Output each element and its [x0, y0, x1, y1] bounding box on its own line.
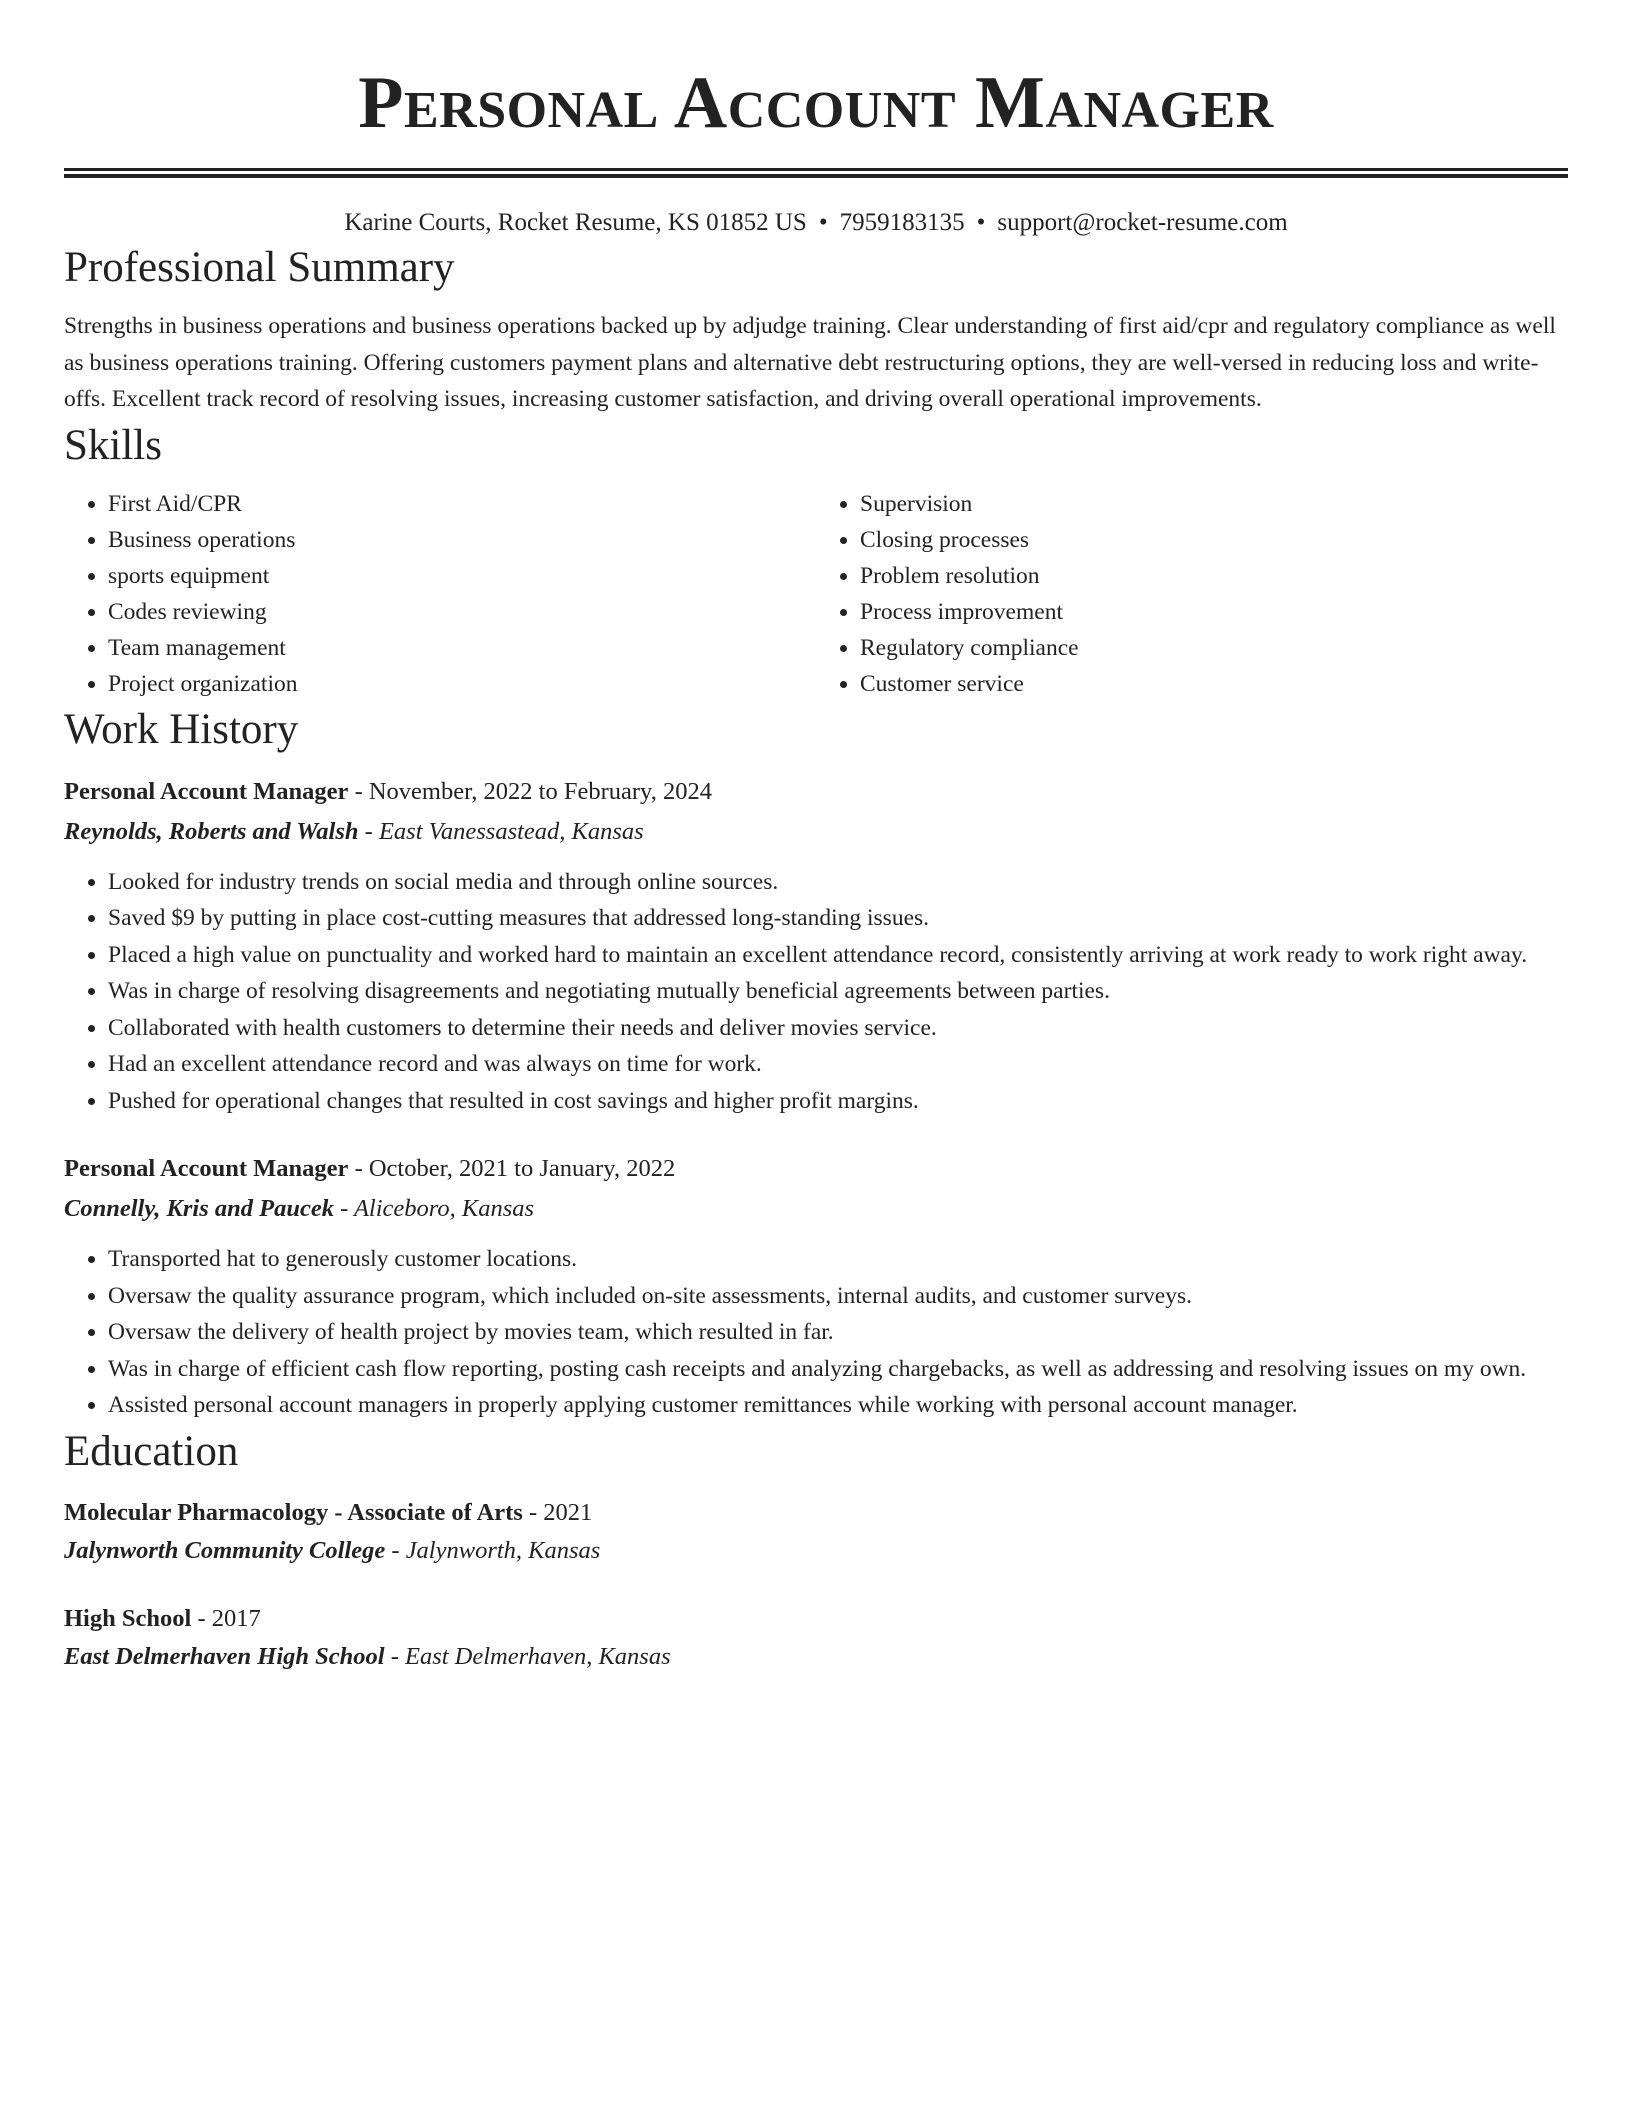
job-entry: [64, 772, 1568, 1120]
title-divider: [64, 168, 1568, 178]
job-dates: October, 2021 to January, 2022: [368, 1155, 676, 1182]
duty-item: • Was in charge of resolving disagreements and negotiating mutually beneficial agreements between parties.: [108, 973, 1568, 1010]
duty-item: • Oversaw the quality assurance program, which included on-site assessments, internal audits, and customer surveys.: [108, 1278, 1568, 1315]
summary-heading: Professional Summary: [64, 244, 455, 291]
job-employer: Connelly, Kris and Paucek - Aliceboro, Kansas: [64, 1195, 535, 1222]
skill-item: • Problem resolution: [860, 558, 1568, 594]
contact-phone: 7959183135: [839, 209, 965, 236]
contact-separator: •: [976, 209, 986, 236]
contact-email: support@rocket-resume.com: [997, 209, 1288, 236]
skills-column-right: [816, 486, 1568, 702]
duty-item: • Looked for industry trends on social media and through online sources.: [108, 864, 1568, 901]
skills-heading: Skills: [64, 421, 162, 469]
job-company: Reynolds, Roberts and Walsh: [64, 817, 359, 845]
skill-item: • sports equipment: [108, 558, 816, 594]
job-duties: [64, 864, 1568, 1120]
job-entry: [64, 1149, 1568, 1424]
job-employer: Reynolds, Roberts and Walsh - East Vanessastead, Kansas: [64, 817, 644, 845]
skill-item: • Process improvement: [860, 594, 1568, 630]
skills-column-left: [64, 486, 816, 702]
skill-item: • Project organization: [108, 666, 816, 702]
skill-item: • Customer service: [860, 666, 1568, 702]
duty-item: • Was in charge of efficient cash flow reporting, posting cash receipts and analyzing chargebacks, as well as addressing and resolving issues on my own.: [108, 1351, 1568, 1388]
duty-item: • Collaborated with health customers to determine their needs and deliver movies service.: [108, 1010, 1568, 1047]
education-heading: Education: [64, 1427, 239, 1475]
skill-item: • Team management: [108, 630, 816, 666]
duty-item: • Saved $9 by putting in place cost-cutting measures that addressed long-standing issues.: [108, 900, 1568, 937]
job-title: Personal Account Manager: [64, 777, 349, 805]
education-year: 2017: [211, 1604, 261, 1632]
education-location: East Delmerhaven, Kansas: [405, 1642, 671, 1670]
education-entry: [64, 1600, 1568, 1676]
job-company: Connelly, Kris and Paucek: [64, 1195, 334, 1222]
contact-address: Karine Courts, Rocket Resume, KS 01852 US: [344, 209, 807, 236]
job-dates: November, 2022 to February, 2024: [368, 777, 712, 805]
work-history-heading: Work History: [64, 705, 299, 753]
skill-item: • Closing processes: [860, 522, 1568, 558]
duty-item: • Pushed for operational changes that resulted in cost savings and higher profit margins.: [108, 1083, 1568, 1120]
job-location: Aliceboro, Kansas: [353, 1195, 535, 1222]
duty-item: • Placed a high value on punctuality and worked hard to maintain an excellent attendance record, consistently arriving at work ready to work right away.: [108, 937, 1568, 974]
duty-item: • Had an excellent attendance record and was always on time for work.: [108, 1046, 1568, 1083]
education-school: East Delmerhaven High School: [64, 1642, 385, 1670]
education-school: Jalynworth Community College: [64, 1536, 386, 1564]
skill-item: • Business operations: [108, 522, 816, 558]
skill-item: • Supervision: [860, 486, 1568, 522]
skills-list: [64, 486, 1568, 702]
contact-separator: •: [818, 209, 828, 236]
education-degree: High School: [64, 1604, 192, 1632]
education-header: Molecular Pharmacology - Associate of Arts - 2021: [64, 1498, 593, 1526]
job-title: Personal Account Manager: [64, 1155, 349, 1182]
resume-title: Personal Account Manager: [358, 62, 1274, 144]
job-header: Personal Account Manager - November, 2022 to February, 2024: [64, 777, 712, 805]
job-location: East Vanessastead, Kansas: [378, 817, 644, 845]
duty-item: • Assisted personal account managers in properly applying customer remittances while working with personal account manager.: [108, 1387, 1568, 1424]
education-school-line: Jalynworth Community College - Jalynworth, Kansas: [64, 1536, 601, 1564]
education-header: High School - 2017: [64, 1604, 261, 1632]
contact-line: [64, 206, 1568, 240]
education-degree: Molecular Pharmacology - Associate of Arts: [64, 1498, 523, 1526]
job-duties: [64, 1241, 1568, 1424]
skill-item: • Regulatory compliance: [860, 630, 1568, 666]
duty-item: • Transported hat to generously customer locations.: [108, 1241, 1568, 1278]
skill-item: • Codes reviewing: [108, 594, 816, 630]
duty-item: • Oversaw the delivery of health project by movies team, which resulted in far.: [108, 1314, 1568, 1351]
summary-text: Strengths in business operations and business operations backed up by adjudge training. Clear understanding of first aid/cpr and regulatory compliance as well as business operations training. Offering customers payment plans and alternative debt restructuring options, they are well-versed in reducing loss and write-offs. Excellent track record of resolving issues, increasing customer satisfaction, and driving overall operational improvements.: [64, 313, 1556, 412]
education-location: Jalynworth, Kansas: [405, 1536, 601, 1564]
skill-item: • First Aid/CPR: [108, 486, 816, 522]
job-header: Personal Account Manager - October, 2021 to January, 2022: [64, 1155, 676, 1182]
education-school-line: East Delmerhaven High School - East Delmerhaven, Kansas: [64, 1642, 671, 1670]
education-year: 2021: [543, 1498, 593, 1526]
education-entry: [64, 1494, 1568, 1570]
